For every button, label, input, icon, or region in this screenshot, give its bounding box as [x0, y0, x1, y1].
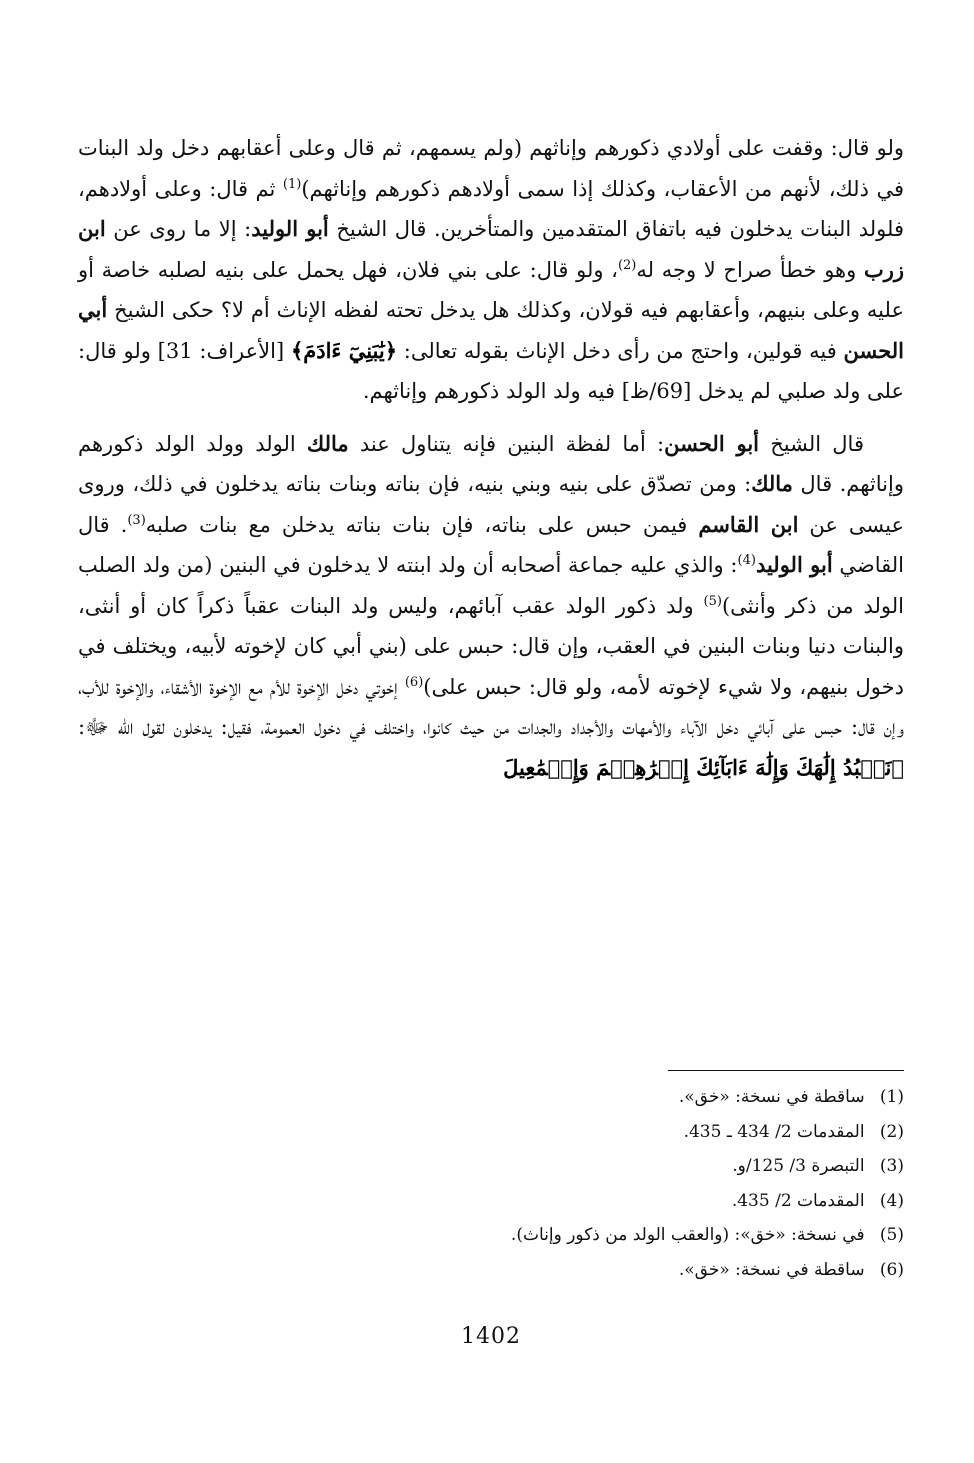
body-paragraph-1 [78, 128, 904, 412]
text-run: . قال القاضي [78, 512, 904, 577]
footnote-text: التبصرة 3/ 125/و. [732, 1156, 865, 1176]
text-run: : أما لفظة البنين فإنه يتناول عند [348, 431, 665, 456]
page-number: 1402 [461, 1324, 521, 1349]
footnote-number: (1) [879, 1087, 904, 1107]
footnote-item [78, 1149, 904, 1184]
body-paragraph-2 [78, 424, 904, 789]
text-run: إخوتي دخل الإخوة للأم مع الإخوة الأشقاء، والإخوة للأب، وإن قال: حبس على آبائي دخل الآباء والأمهات والأجداد والجدات من حيث كانوا، واختلف في دخول العمومة، فقيل: يدخلون لقول الله [78, 674, 904, 739]
text-run: : ومن تصدّق على بنيه وبني بنيه، فإن بناته وبنات بناته يدخلون في ذلك، وروى عيسى عن [78, 472, 904, 537]
footnote-item [78, 1253, 904, 1288]
text-run: : والذي عليه جماعة أصحابه أن ولد ابنته لا يدخلون في البنين (من ولد الصلب الولد من ذكر وأنثى) [78, 553, 904, 618]
footnote-text: في نسخة: «خق»: (والعقب الولد من ذكور وإناث). [510, 1225, 865, 1245]
footnote-ref-5[interactable]: (5) [703, 593, 722, 609]
text-run: [الأعراف: 31] ولو قال: على ولد صلبي لم يدخل [69/ظ] فيه ولد الولد ذكورهم وإناثهم. [78, 338, 904, 403]
footnote-item [78, 1115, 904, 1150]
text-run: : إلا ما روى عن [105, 217, 252, 241]
quran-verse: ﴿يَٰبَنِيٓ ءَادَمَ﴾ [290, 337, 398, 363]
footnote-text: المقدمات 2/ 434 ـ 435. [683, 1121, 865, 1142]
honorific-glyph: ﷻ [85, 715, 109, 739]
footnote-number: (3) [879, 1156, 904, 1176]
footnote-number: (2) [879, 1121, 904, 1142]
text-run: ولو قال: وقفت على أولادي ذكورهم وإناثهم (ولم يسمهم، ثم قال وعلى أعقابهم دخل ولد البنات في ذلك، لأنهم من الأعقاب، وكذلك إذا سمى أولادهم ذكورهم وإناثهم) [78, 136, 904, 201]
name-highlight: أبو الوليد [755, 552, 833, 577]
footnote-ref-6[interactable]: (6) [404, 674, 424, 690]
footnote-item [78, 1080, 904, 1115]
footnote-ref-3[interactable]: (3) [127, 512, 146, 528]
name-highlight: أبي الحسن [78, 297, 905, 363]
text-run: فيمن حبس على بناته، فإن بنات بناته يدخلن مع بنات صلبه [145, 512, 699, 537]
book-page [78, 128, 904, 1428]
text-run: : [78, 715, 86, 739]
footnote-number: (6) [879, 1259, 904, 1280]
footnote-separator [668, 1070, 904, 1071]
footnote-ref-4[interactable]: (4) [737, 553, 756, 568]
footnote-number: (4) [879, 1190, 904, 1211]
name-highlight: مالك [306, 430, 349, 456]
footnote-text: المقدمات 2/ 435. [731, 1190, 865, 1211]
footnote-ref-1[interactable]: (1) [282, 176, 302, 192]
text-run: قال الشيخ [759, 431, 864, 456]
text-run: ، ولو قال: على بني فلان، فهل يحمل على بنيه لصلبه خاصة أو عليه وعلى بنيهم، وأعقابهم فيه قولان، وكذلك هل يدخل تحته لفظه الإناث أم لا؟ حكى الشيخ [78, 257, 904, 322]
name-highlight: أبو الوليد [251, 216, 329, 241]
footnote-text: ساقطة في نسخة: «خق». [678, 1259, 865, 1280]
name-highlight: مالك [751, 471, 793, 496]
text-run: الولد وولد الولد ذكورهم وإناثهم. قال [78, 431, 904, 496]
text-run: فيه قولين، واحتج من رأى دخل الإناث بقوله تعالى: [397, 338, 844, 363]
text-run: وهو خطأ صراح لا وجه له [636, 257, 864, 282]
quran-verse: ﴿نَعۡبُدُ إِلَٰهَكَ وَإِلَٰهَ ءَابَآئِكَ إِبۡرَٰهِـۧمَ وَإِسۡمَٰعِيلَ [503, 754, 904, 780]
name-highlight: ابن زرب [78, 216, 904, 282]
footnotes-list [78, 1080, 904, 1287]
text-run: ثم قال: وعلى أولادهم، فلولد البنات يدخلون فيه باتفاق المتقدمين والمتأخرين. قال الشيخ [78, 176, 904, 241]
footnote-item [78, 1218, 904, 1253]
name-highlight: ابن القاسم [698, 511, 799, 537]
footnote-number: (5) [879, 1225, 904, 1245]
text-run: ولد ذكور الولد عقب آبائهم، وليس ولد البنات عقباً ذكراً كان أو أنثى، والبنات دنيا وبنات البنين في العقب، وإن قال: حبس على (بني أبي كان لإخوته لأبيه، ويختلف في دخول بنيهم، ولا شيء لإخوته لأمه، ولو قال: حبس على) [78, 593, 904, 699]
footnote-text: ساقطة في نسخة: «خق». [678, 1087, 865, 1107]
footnote-item [78, 1184, 904, 1219]
footnote-ref-2[interactable]: (2) [617, 257, 637, 273]
name-highlight: أبو الحسن [664, 430, 760, 456]
